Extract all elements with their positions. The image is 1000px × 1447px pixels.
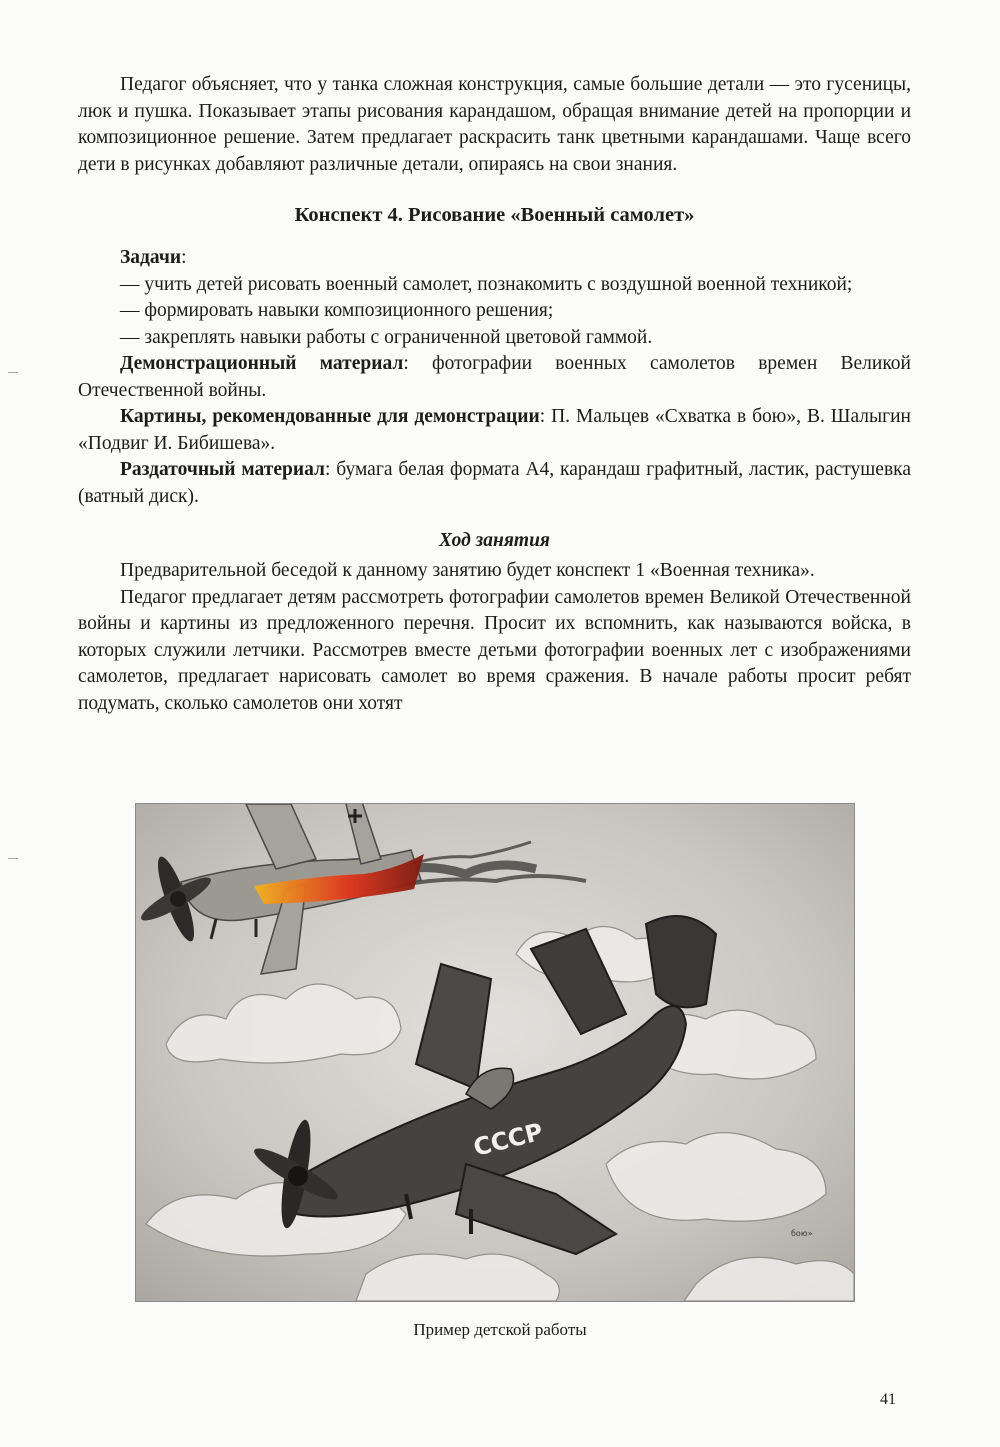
paintings-label: Картины, рекомендованные для демонстрации [120, 406, 540, 427]
page-number: 41 [880, 1391, 896, 1408]
paintings [78, 404, 911, 457]
tasks-heading: Задачи: [120, 247, 187, 268]
child-drawing [135, 803, 855, 1302]
plane-marking: СССР [470, 1117, 546, 1162]
paintings-text: : П. Мальцев «Схватка в бою», В. Шалыгин «Подвиг И. Бибишева». [78, 406, 911, 454]
margin-mark [8, 858, 18, 859]
margin-mark [8, 372, 18, 373]
task-item: — учить детей рисовать военный самолет, познакомить с воздушной военной техникой; [120, 273, 853, 295]
intro-paragraph: Педагог объясняет, что у танка сложная конструкция, самые большие детали — это гусеницы, люк и пушка. Показывает этапы рисования карандашом, обращая внимание детей на пропорции и композиционное решение. Затем предлагает раскрасить танк цветными карандашами. Чаще всего дети в рисунках добавляют различные детали, опираясь на свои знания. [78, 74, 911, 175]
task-item: — закреплять навыки работы с ограниченной цветовой гаммой. [120, 326, 653, 348]
handout [78, 457, 911, 510]
demo-material-label: Демонстрационный материал [120, 353, 404, 374]
lesson-paragraph: Педагог предлагает детям рассмотреть фотографии самолетов времен Великой Отечественной войны и картины из предложенного перечня. Просит их вспомнить, как называются войска, в которых служили летчики. Рассмотрев вместе детьми фотографии военных лет с изображениями самолетов, предлагает нарисовать самолет во время сражения. В начале работы просит ребят подумать, сколько самолетов они хотят [78, 586, 911, 714]
demo-material-text: : фотографии военных самолетов времен Великой Отечественной войны. [78, 353, 911, 401]
handout-text: : бумага белая формата А4, карандаш графитный, ластик, растушевка (ватный диск). [78, 459, 911, 507]
demo-material [78, 351, 911, 404]
lesson-heading: Ход занятия [439, 530, 550, 551]
tasks-heading-label: Задачи [120, 247, 182, 268]
figure-caption: Пример детской работы [413, 1320, 587, 1339]
drawing-illustration [136, 804, 854, 1301]
drawing-signature: бою» [791, 1229, 813, 1238]
handout-label: Раздаточный материал [120, 459, 325, 480]
lesson-paragraph: Предварительной беседой к данному занятию будет конспект 1 «Военная техника». [120, 560, 815, 581]
page-body [78, 72, 911, 717]
task-item: — формировать навыки композиционного решения; [120, 300, 554, 321]
section-title: Конспект 4. Рисование «Военный самолет» [294, 204, 695, 226]
